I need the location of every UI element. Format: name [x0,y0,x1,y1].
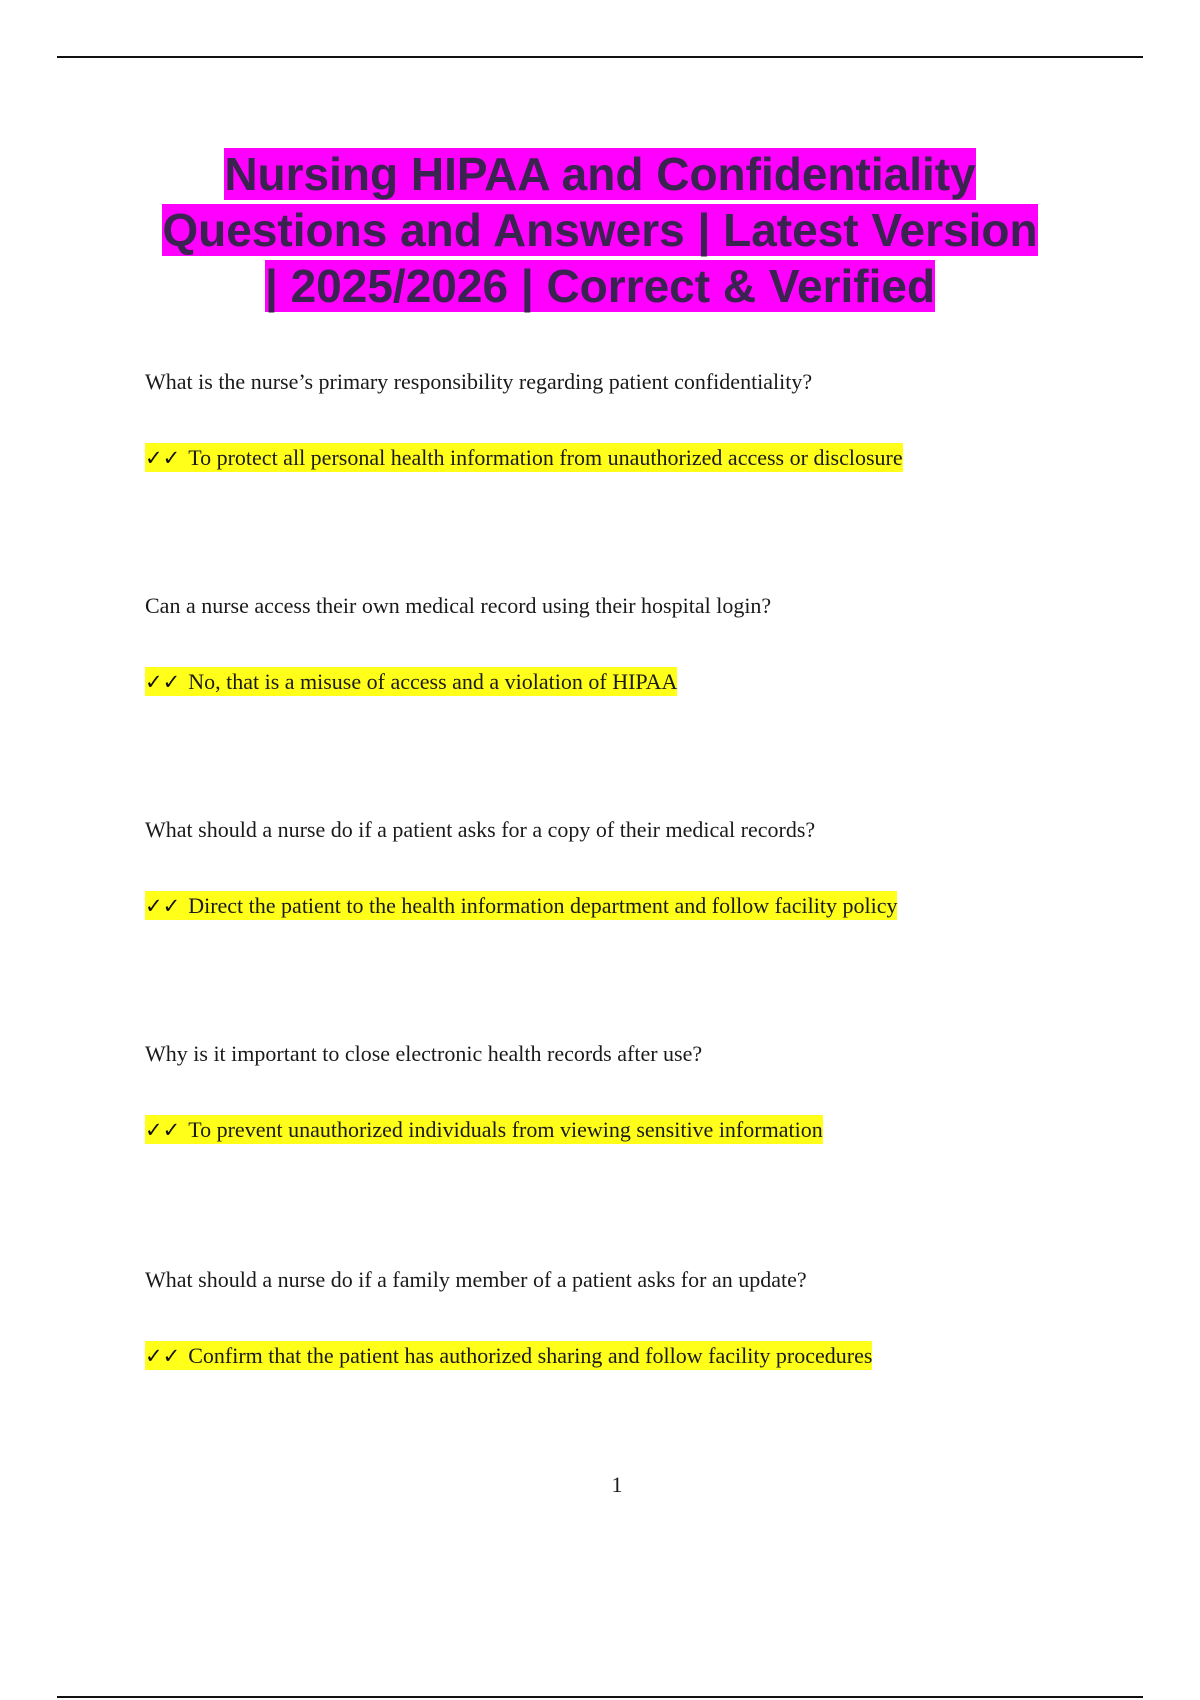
header-rule [57,56,1143,58]
qa-item-1 [145,367,1145,473]
page-number: 1 [611,1472,623,1497]
double-check-icon: ✓✓ [145,670,181,694]
answer-highlight [145,891,897,920]
answer-highlight [145,1115,823,1144]
question-text: What should a nurse do if a family member of a patient asks for an update? [145,1267,807,1292]
title-line-3: | 2025/2026 | Correct & Verified [264,260,936,312]
answer [145,891,1145,921]
title-line-1: Nursing HIPAA and Confidentiality [224,148,976,200]
answer-text: To protect all personal health information from unauthorized access or disclosure [188,445,903,470]
double-check-icon: ✓✓ [145,1344,181,1368]
answer-text: Direct the patient to the health information department and follow facility policy [188,893,898,918]
title-line-2: Questions and Answers | Latest Version [162,204,1038,256]
answer [145,1115,1145,1145]
footer-rule [57,1696,1143,1698]
question-text: Can a nurse access their own medical record using their hospital login? [145,593,772,618]
answer [145,667,1145,697]
answer-highlight [145,443,903,472]
document-title [100,146,1100,314]
question-text: What is the nurse’s primary responsibility regarding patient confidentiality? [145,369,813,394]
qa-item-2 [145,591,1145,697]
answer-text: No, that is a misuse of access and a violation of HIPAA [188,669,678,694]
answer-highlight [145,667,677,696]
answer [145,1341,1145,1371]
double-check-icon: ✓✓ [145,1118,181,1142]
qa-item-5 [145,1265,1145,1371]
double-check-icon: ✓✓ [145,446,181,470]
question-text: What should a nurse do if a patient asks for a copy of their medical records? [145,817,816,842]
qa-item-3 [145,815,1145,921]
answer-text: To prevent unauthorized individuals from viewing sensitive information [188,1117,823,1142]
qa-item-4 [145,1039,1145,1145]
answer [145,443,1145,473]
answer-highlight [145,1341,872,1370]
double-check-icon: ✓✓ [145,894,181,918]
question-text: Why is it important to close electronic health records after use? [145,1041,703,1066]
answer-text: Confirm that the patient has authorized sharing and follow facility procedures [188,1343,873,1368]
